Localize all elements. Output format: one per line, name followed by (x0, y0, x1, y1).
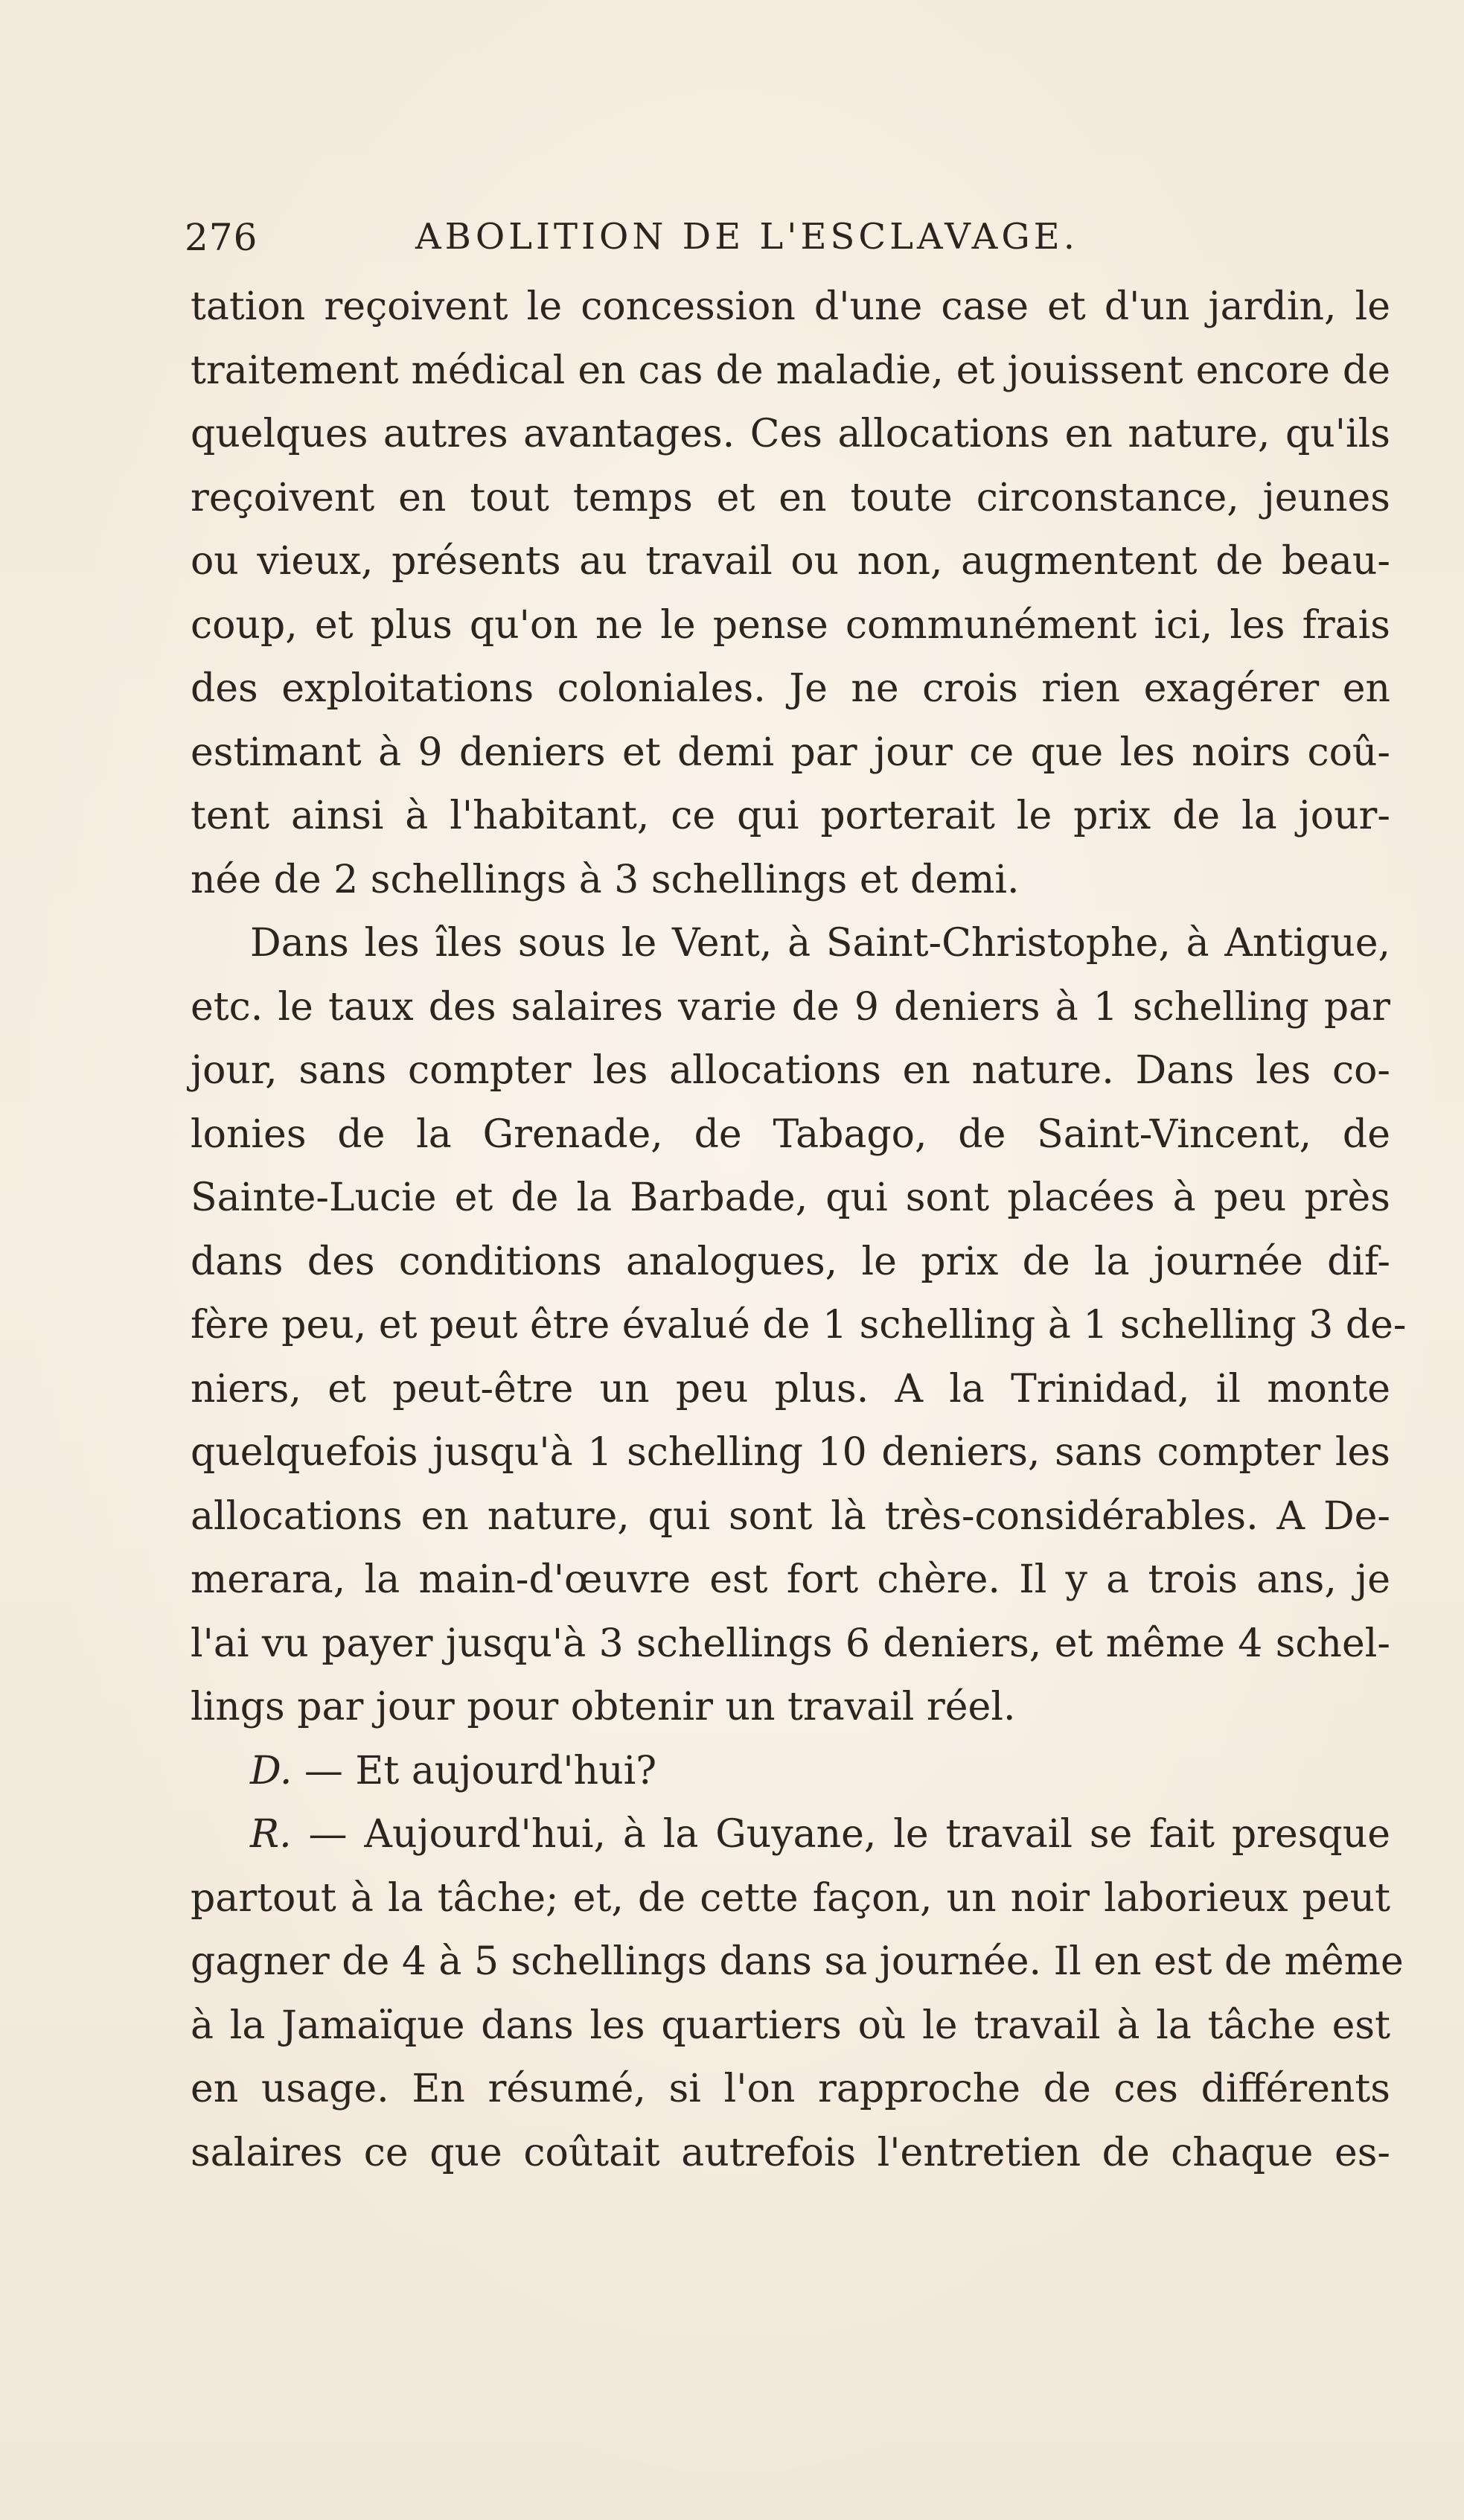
speaker-label: D. (250, 1748, 293, 1793)
text-line: en usage. En résumé, si l'on rapproche de ces différents (191, 2067, 1390, 2111)
text-line: jour, sans compter les allocations en nature. Dans les co- (191, 1048, 1390, 1093)
text-line: dans des conditions analogues, le prix de la journée dif- (191, 1239, 1390, 1284)
text-line: des exploitations coloniales. Je ne crois rien exagérer en (191, 666, 1390, 711)
page-header (185, 216, 1145, 268)
text-line: coup, et plus qu'on ne le pense communément ici, les frais (191, 602, 1390, 648)
page-number: 276 (185, 216, 258, 259)
text-line: partout à la tâche; et, de cette façon, un noir laborieux peut (191, 1875, 1390, 1921)
text-line: lonies de la Grenade, de Tabago, de Saint-Vincent, de (191, 1111, 1390, 1157)
text-line: merara, la main-d'œuvre est fort chère. Il y a trois ans, je (191, 1557, 1390, 1602)
text-line: à la Jamaïque dans les quartiers où le travail à la tâche est (191, 2003, 1390, 2048)
text-line: etc. le taux des salaires varie de 9 deniers à 1 schelling par (191, 984, 1390, 1030)
dialogue-answer-line (191, 1803, 1390, 1867)
text-line: l'ai vu payer jusqu'à 3 schellings 6 deniers, et même 4 schel- (191, 1621, 1390, 1666)
text-line: traitement médical en cas de maladie, et jouissent encore de (191, 348, 1390, 393)
running-title: ABOLITION DE L'ESCLAVAGE. (415, 216, 1078, 258)
text-line: salaires ce que coûtait autrefois l'entretien de chaque es- (191, 2130, 1390, 2175)
text-line: Sainte-Lucie et de la Barbade, qui sont placées à peu près (191, 1176, 1390, 1220)
text-line: fère peu, et peut être évalué de 1 schelling à 1 schelling 3 de- (191, 1303, 1407, 1347)
body-text (191, 275, 1407, 2185)
text-line: tation reçoivent le concession d'une case et d'un jardin, le (191, 284, 1390, 329)
text-line: gagner de 4 à 5 schellings dans sa journée. Il en est de même (191, 1939, 1404, 1984)
speaker-label: R. (250, 1812, 292, 1857)
text-line: quelquefois jusqu'à 1 schelling 10 deniers, sans compter les (191, 1430, 1390, 1475)
dialogue-text: — Aujourd'hui, à la Guyane, le travail se fait presque (291, 1812, 1390, 1857)
dialogue-text: — Et aujourd'hui? (292, 1748, 657, 1793)
text-line: quelques autres avantages. Ces allocations en nature, qu'ils (191, 412, 1390, 456)
dialogue-question-line (191, 1740, 1390, 1804)
text-line: née de 2 schellings à 3 schellings et demi. (191, 857, 1020, 902)
text-line: allocations en nature, qui sont là très-considérables. A De- (191, 1493, 1390, 1539)
paragraph-start-line: Dans les îles sous le Vent, à Saint-Christophe, à Antigue, (250, 921, 1390, 966)
text-line: estimant à 9 deniers et demi par jour ce que les noirs coû- (191, 730, 1390, 775)
text-line: lings par jour pour obtenir un travail réel. (191, 1685, 1016, 1729)
text-line: niers, et peut-être un peu plus. A la Trinidad, il monte (191, 1366, 1390, 1411)
text-line: ou vieux, présents au travail ou non, augmentent de beau- (191, 539, 1390, 584)
text-line: tent ainsi à l'habitant, ce qui porterait le prix de la jour- (191, 794, 1390, 838)
text-line: reçoivent en tout temps et en toute circonstance, jeunes (191, 475, 1390, 520)
